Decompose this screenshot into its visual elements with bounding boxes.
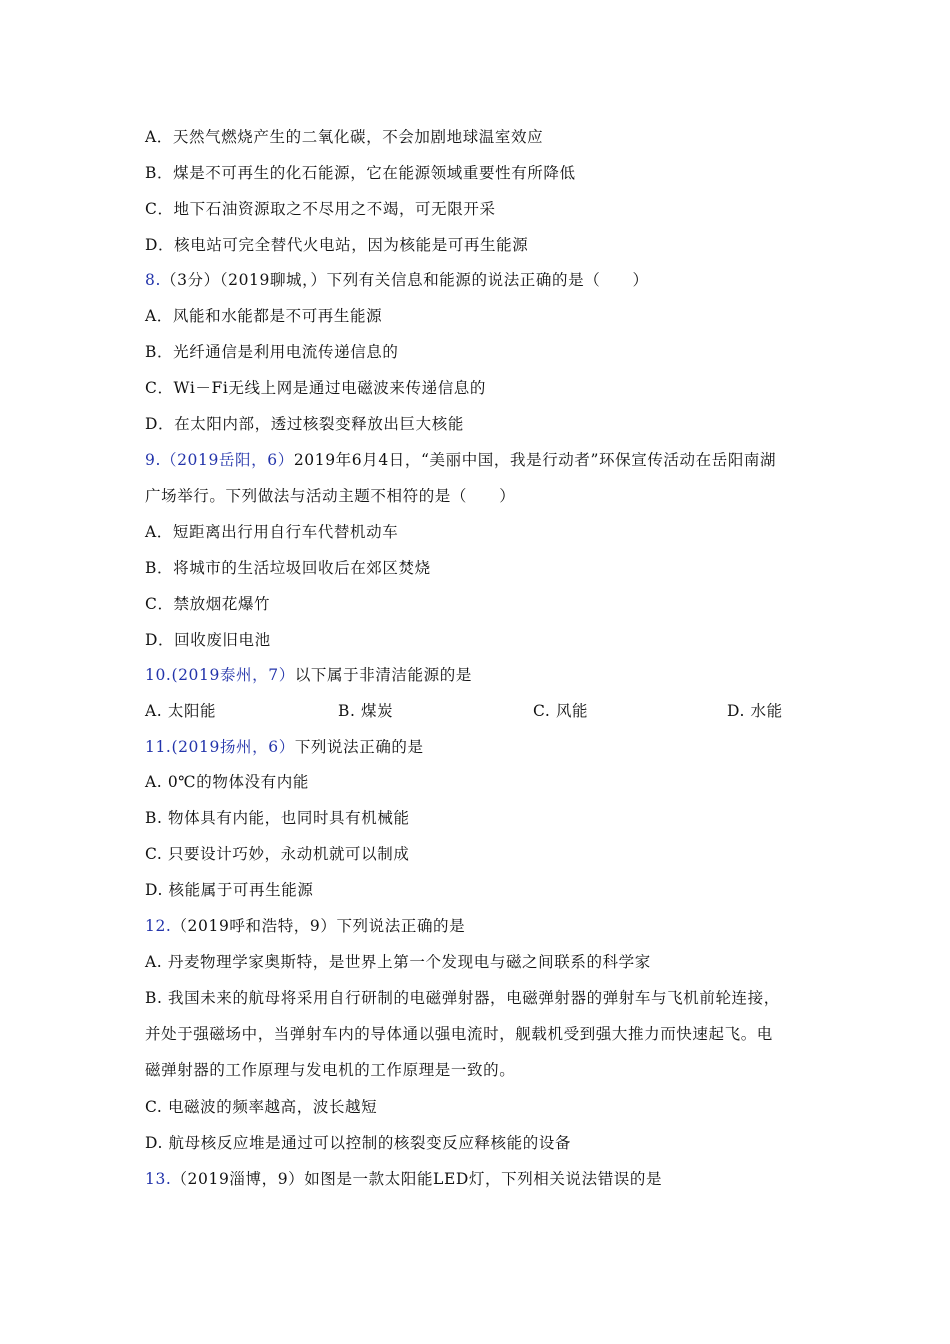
q10-stem-line [145,665,472,685]
q8-number: 8. [145,271,161,289]
q8-option-d: D．在太阳内部，透过核裂变释放出巨大核能 [145,415,464,433]
q11-source: (2019扬州，6） [171,738,295,756]
q12-number: 12. [145,917,172,935]
q11-option-c: C. 只要设计巧妙，永动机就可以制成 [145,845,410,863]
q11-number: 11. [145,738,172,756]
q11-option-b: B. 物体具有内能，也同时具有机械能 [145,809,410,827]
q12-option-c: C. 电磁波的频率越高，波长越短 [145,1098,378,1116]
q13-number: 13. [145,1170,172,1188]
q9-option-c: C．禁放烟花爆竹 [145,595,271,613]
q8-stem: （3分）（2019聊城，）下列有关信息和能源的说法正确的是（ ） [161,271,649,289]
q10-option-b: B. 煤炭 [338,702,394,720]
q8-option-c: C．Wi－Fi无线上网是通过电磁波来传递信息的 [145,379,486,397]
q9-stem-line-1 [145,450,776,470]
q7-option-c: C．地下石油资源取之不尽用之不竭，可无限开采 [145,200,496,218]
q9-option-a: A．短距离出行用自行车代替机动车 [145,523,399,541]
q12-option-a: A. 丹麦物理学家奥斯特，是世界上第一个发现电与磁之间联系的科学家 [145,953,651,971]
q11-option-d: D. 核能属于可再生能源 [145,881,314,899]
q11-stem-line [145,737,424,757]
q7-option-b: B．煤是不可再生的化石能源，它在能源领域重要性有所降低 [145,164,576,182]
q7-option-d: D．核电站可完全替代火电站，因为核能是可再生能源 [145,236,529,254]
q11-stem: 下列说法正确的是 [294,738,424,756]
q10-option-d: D. 水能 [727,702,783,720]
q10-stem: 以下属于非清洁能源的是 [294,666,472,684]
q9-number: 9. [145,451,161,469]
q12-stem-line [145,916,465,936]
q10-option-a: A. 太阳能 [145,702,217,720]
q10-source: (2019泰州，7） [171,666,295,684]
q9-source: （2019岳阳，6） [161,451,294,469]
q8-option-b: B．光纤通信是利用电流传递信息的 [145,343,399,361]
q9-option-b: B．将城市的生活垃圾回收后在郊区焚烧 [145,559,431,577]
q12-option-b-line-2: 并处于强磁场中，当弹射车内的导体通以强电流时，舰载机受到强大推力而快速起飞。电 [145,1025,773,1043]
q9-stem-line-2: 广场举行。下列做法与活动主题不相符的是（ ） [145,487,516,505]
q13-stem: （2019淄博，9）如图是一款太阳能LED灯，下列相关说法错误的是 [171,1170,663,1188]
q8-option-a: A．风能和水能都是不可再生能源 [145,307,383,325]
q12-option-b-line-1: B. 我国未来的航母将采用自行研制的电磁弹射器，电磁弹射器的弹射车与飞机前轮连接， [145,989,780,1007]
q7-option-a: A．天然气燃烧产生的二氧化碳，不会加剧地球温室效应 [145,128,544,146]
q12-option-d: D. 航母核反应堆是通过可以控制的核裂变反应释核能的设备 [145,1134,572,1152]
q9-option-d: D．回收废旧电池 [145,631,271,649]
q13-stem-line [145,1169,662,1189]
q10-number: 10. [145,666,172,684]
q12-option-b-line-3: 磁弹射器的工作原理与发电机的工作原理是一致的。 [145,1061,516,1079]
q10-option-c: C. 风能 [533,702,589,720]
q9-stem-1: 2019年6月4日，“美丽中国，我是行动者”环保宣传活动在岳阳南湖 [293,451,777,469]
q12-stem: （2019呼和浩特，9）下列说法正确的是 [171,917,466,935]
q11-option-a: A. 0℃的物体没有内能 [145,773,309,791]
q8-stem-line [145,270,649,290]
